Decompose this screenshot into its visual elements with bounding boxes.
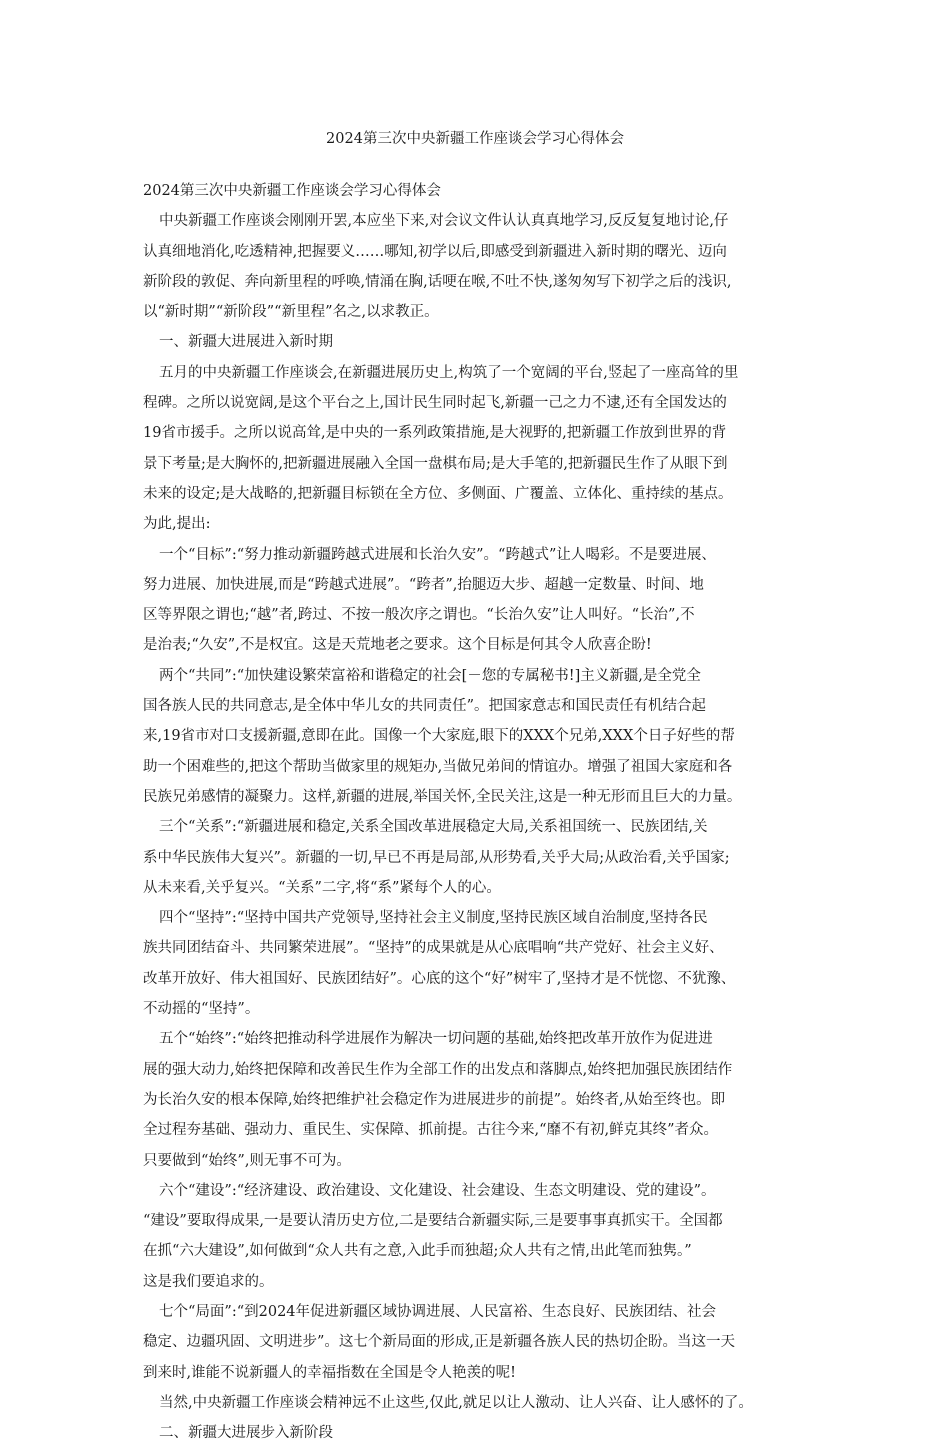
text-line: 来,19省市对口支援新疆,意即在此。国像一个大家庭,眼下的XXX个兄弟,XXX个日子好些的帮 — [143, 728, 735, 745]
text-line: 努力进展、加快进展,而是“跨越式进展”。“跨者”,抬腿迈大步、超越一定数量、时间、地 — [143, 576, 704, 593]
text-line: 在抓“六大建设”,如何做到“众人共有之意,入此手而独超;众人共有之情,出此笔而独隽。” — [143, 1243, 692, 1260]
text-line: 七个“局面”:“到2024年促进新疆区域协调进展、人民富裕、生态良好、民族团结、社会 — [159, 1303, 717, 1320]
text-line: 程碑。之所以说宽阔,是这个平台之上,国计民生同时起飞,新疆一己之力不逮,还有全国发达的 — [143, 395, 727, 412]
text-line: 稳定、边疆巩固、文明进步”。这七个新局面的形成,正是新疆各族人民的热切企盼。当这一天 — [143, 1334, 736, 1351]
text-line: 当然,中央新疆工作座谈会精神远不止这些,仅此,就足以让人激动、让人兴奋、让人感怀的了。 — [159, 1394, 753, 1411]
text-line: 二、新疆大进展步入新阶段 — [159, 1425, 333, 1442]
text-line: 五个“始终”:“始终把推动科学进展作为解决一切问题的基础,始终把改革开放作为促进进 — [159, 1031, 713, 1048]
text-line: 中央新疆工作座谈会刚刚开罢,本应坐下来,对会议文件认认真真地学习,反反复复地讨论,仔 — [159, 213, 729, 230]
document-title: 2024第三次中央新疆工作座谈会学习心得体会 — [326, 131, 624, 147]
text-line: 五月的中央新疆工作座谈会,在新疆进展历史上,构筑了一个宽阔的平台,竖起了一座高耸的里 — [159, 364, 739, 381]
text-line: 四个“坚持”:“坚持中国共产党领导,坚持社会主义制度,坚持民族区域自治制度,坚持各民 — [159, 910, 708, 927]
text-line: 新阶段的敦促、奔向新里程的呼唤,情涌在胸,话哽在喉,不吐不快,遂匆匆写下初学之后的浅识, — [143, 273, 732, 290]
text-line: 只要做到“始终”,则无事不可为。 — [143, 1152, 351, 1169]
text-line: 不动摇的“坚持”。 — [143, 1001, 260, 1018]
text-line: 2024第三次中央新疆工作座谈会学习心得体会 — [143, 183, 441, 199]
text-line: 一、新疆大进展进入新时期 — [159, 334, 333, 351]
text-line: 三个“关系”:“新疆进展和稳定,关系全国改革进展稳定大局,关系祖国统一、民族团结,关 — [159, 819, 708, 836]
text-line: 改革开放好、伟大祖国好、民族团结好”。心底的这个“好”树牢了,坚持才是不恍惚、不犹豫、 — [143, 970, 736, 987]
text-line: 系中华民族伟大复兴”。新疆的一切,早已不再是局部,从形势看,关乎大局;从政治看,关乎国家; — [143, 849, 730, 866]
text-line: 是治表;“久安”,不是权宜。这是天荒地老之要求。这个目标是何其令人欣喜企盼! — [143, 637, 652, 654]
text-line: 助一个困难些的,把这个帮助当做家里的规矩办,当做兄弟间的情谊办。增强了祖国大家庭和各 — [143, 758, 733, 775]
text-line: 全过程夯基础、强动力、重民生、实保障、抓前提。古往今来,“靡不有初,鲜克其终”者众。 — [143, 1122, 719, 1139]
text-line: 国各族人民的共同意志,是全体中华儿女的共同责任”。把国家意志和国民责任有机结合起 — [143, 698, 707, 715]
text-line: 从未来看,关乎复兴。“关系”二字,将“系”紧每个人的心。 — [143, 879, 501, 896]
text-line: 为长治久安的根本保障,始终把维护社会稳定作为进展进步的前提”。始终者,从始至终也。即 — [143, 1091, 726, 1108]
text-line: 六个“建设”:“经济建设、政治建设、文化建设、社会建设、生态文明建设、党的建设”。 — [159, 1182, 716, 1199]
text-line: 未来的设定;是大战略的,把新疆目标锁在全方位、多侧面、广覆盖、立体化、重持续的基点。 — [143, 485, 733, 502]
text-line: “建设”要取得成果,一是要认清历史方位,二是要结合新疆实际,三是要事事真抓实干。全国都 — [143, 1213, 723, 1230]
document-body — [143, 176, 829, 1448]
text-line: 族共同团结奋斗、共同繁荣进展”。“坚持”的成果就是从心底唱响“共产党好、社会主义好、 — [143, 940, 724, 957]
text-line: 为此,提出: — [143, 516, 211, 533]
text-line: 19省市援手。之所以说高耸,是中央的一系列政策措施,是大视野的,把新疆工作放到世界的背 — [143, 425, 727, 442]
text-line: 民族兄弟感情的凝聚力。这样,新疆的进展,举国关怀,全民关注,这是一种无形而且巨大的力量。 — [143, 788, 742, 805]
text-line: 展的强大动力,始终把保障和改善民生作为全部工作的出发点和落脚点,始终把加强民族团结作 — [143, 1061, 733, 1078]
text-line: 景下考量;是大胸怀的,把新疆进展融入全国一盘棋布局;是大手笔的,把新疆民生作了从眼下到 — [143, 455, 728, 472]
text-line: 以“新时期”“新阶段”“新里程”名之,以求教正。 — [143, 304, 439, 321]
text-line: 这是我们要追求的。 — [143, 1273, 274, 1290]
text-line: 两个“共同”:“加快建设繁荣富裕和谐稳定的社会[－您的专属秘书!]主义新疆,是全党全 — [159, 667, 701, 684]
text-line: 认真细地消化,吃透精神,把握要义……哪知,初学以后,即感受到新疆进入新时期的曙光、迈向 — [143, 243, 727, 260]
text-line: 区等界限之谓也;“越”者,跨过、不按一般次序之谓也。“长治久安”让人叫好。“长治”,不 — [143, 607, 695, 624]
text-line: 到来时,谁能不说新疆人的幸福指数在全国是令人艳羡的呢! — [143, 1364, 516, 1381]
text-line: 一个“目标”:“努力推动新疆跨越式进展和长治久安”。“跨越式”让人喝彩。不是要进展、 — [159, 546, 716, 563]
